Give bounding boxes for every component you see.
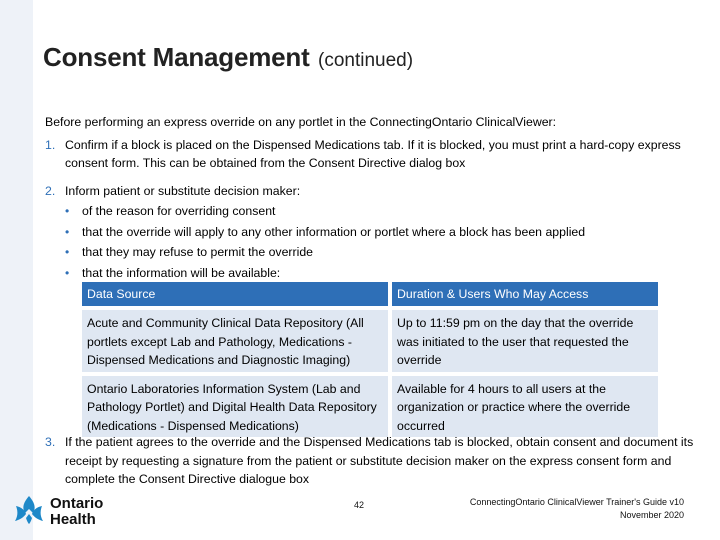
table-cell: Acute and Community Clinical Data Repository (All portlets except Lab and Pathology, Medications - Dispensed Medications and Diagnostic Imaging) [82, 308, 390, 374]
page-title [43, 42, 413, 73]
access-table [82, 282, 658, 437]
table-header-row [82, 282, 658, 308]
bullet-icon: • [65, 265, 70, 280]
header-data-source: Data Source [82, 282, 390, 308]
step-text: Confirm if a block is placed on the Dispensed Medications tab. If it is blocked, you must print a hard-copy express consent form. This can be obtained from the Consent Directive dialog box [65, 137, 681, 170]
step-number: 1. [45, 137, 56, 152]
guide-date: November 2020 [619, 510, 684, 520]
step-2 [45, 182, 685, 283]
title-sub: (continued) [318, 50, 414, 71]
step-3 [45, 433, 705, 489]
list-item: • that they may refuse to permit the override [65, 243, 685, 262]
table-cell: Ontario Laboratories Information System (Lab and Pathology Portlet) and Digital Health Data Repository (Medications - Dispensed Medications) [82, 374, 390, 438]
table-row [82, 374, 658, 438]
guide-title: ConnectingOntario ClinicalViewer Trainer's Guide v10 [469, 497, 684, 507]
header-duration: Duration & Users Who May Access [390, 282, 658, 308]
title-main: Consent Management [43, 42, 310, 72]
bullet-icon: • [65, 245, 70, 259]
bullet-icon: • [65, 224, 70, 239]
bullet-icon: • [65, 204, 70, 218]
step-number: 2. [45, 183, 56, 198]
intro-text: Before performing an express override on any portlet in the ConnectingOntario ClinicalViewer: [45, 115, 557, 129]
instructions [45, 113, 685, 284]
ontario-health-logo: Ontario Health [50, 495, 104, 528]
table-row [82, 308, 658, 374]
step-number: 3. [45, 435, 56, 449]
table-cell: Up to 11:59 pm on the day that the override was initiated to the user that requested the override [390, 308, 658, 374]
list-item: • of the reason for overriding consent [65, 202, 685, 221]
left-accent-bar [0, 0, 33, 540]
table-cell: Available for 4 hours to all users at the organization or practice where the override occurred [390, 374, 658, 438]
step-1 [45, 136, 685, 173]
list-item: • that the override will apply to any other information or portlet where a block has been applied [65, 223, 685, 242]
step-text: Inform patient or substitute decision maker: [65, 183, 301, 198]
page-number: 42 [354, 500, 365, 510]
step-text: If the patient agrees to the override and the Dispensed Medications tab is blocked, obtain consent and document its receipt by requesting a signature from the patient or substitute decision maker on the express consent form and complete the Consent Directive dialogue box [65, 435, 694, 486]
list-item: • that the information will be available: [65, 264, 685, 283]
trillium-icon [13, 494, 45, 531]
footer-reference [470, 496, 684, 522]
bullet-list [65, 202, 685, 282]
